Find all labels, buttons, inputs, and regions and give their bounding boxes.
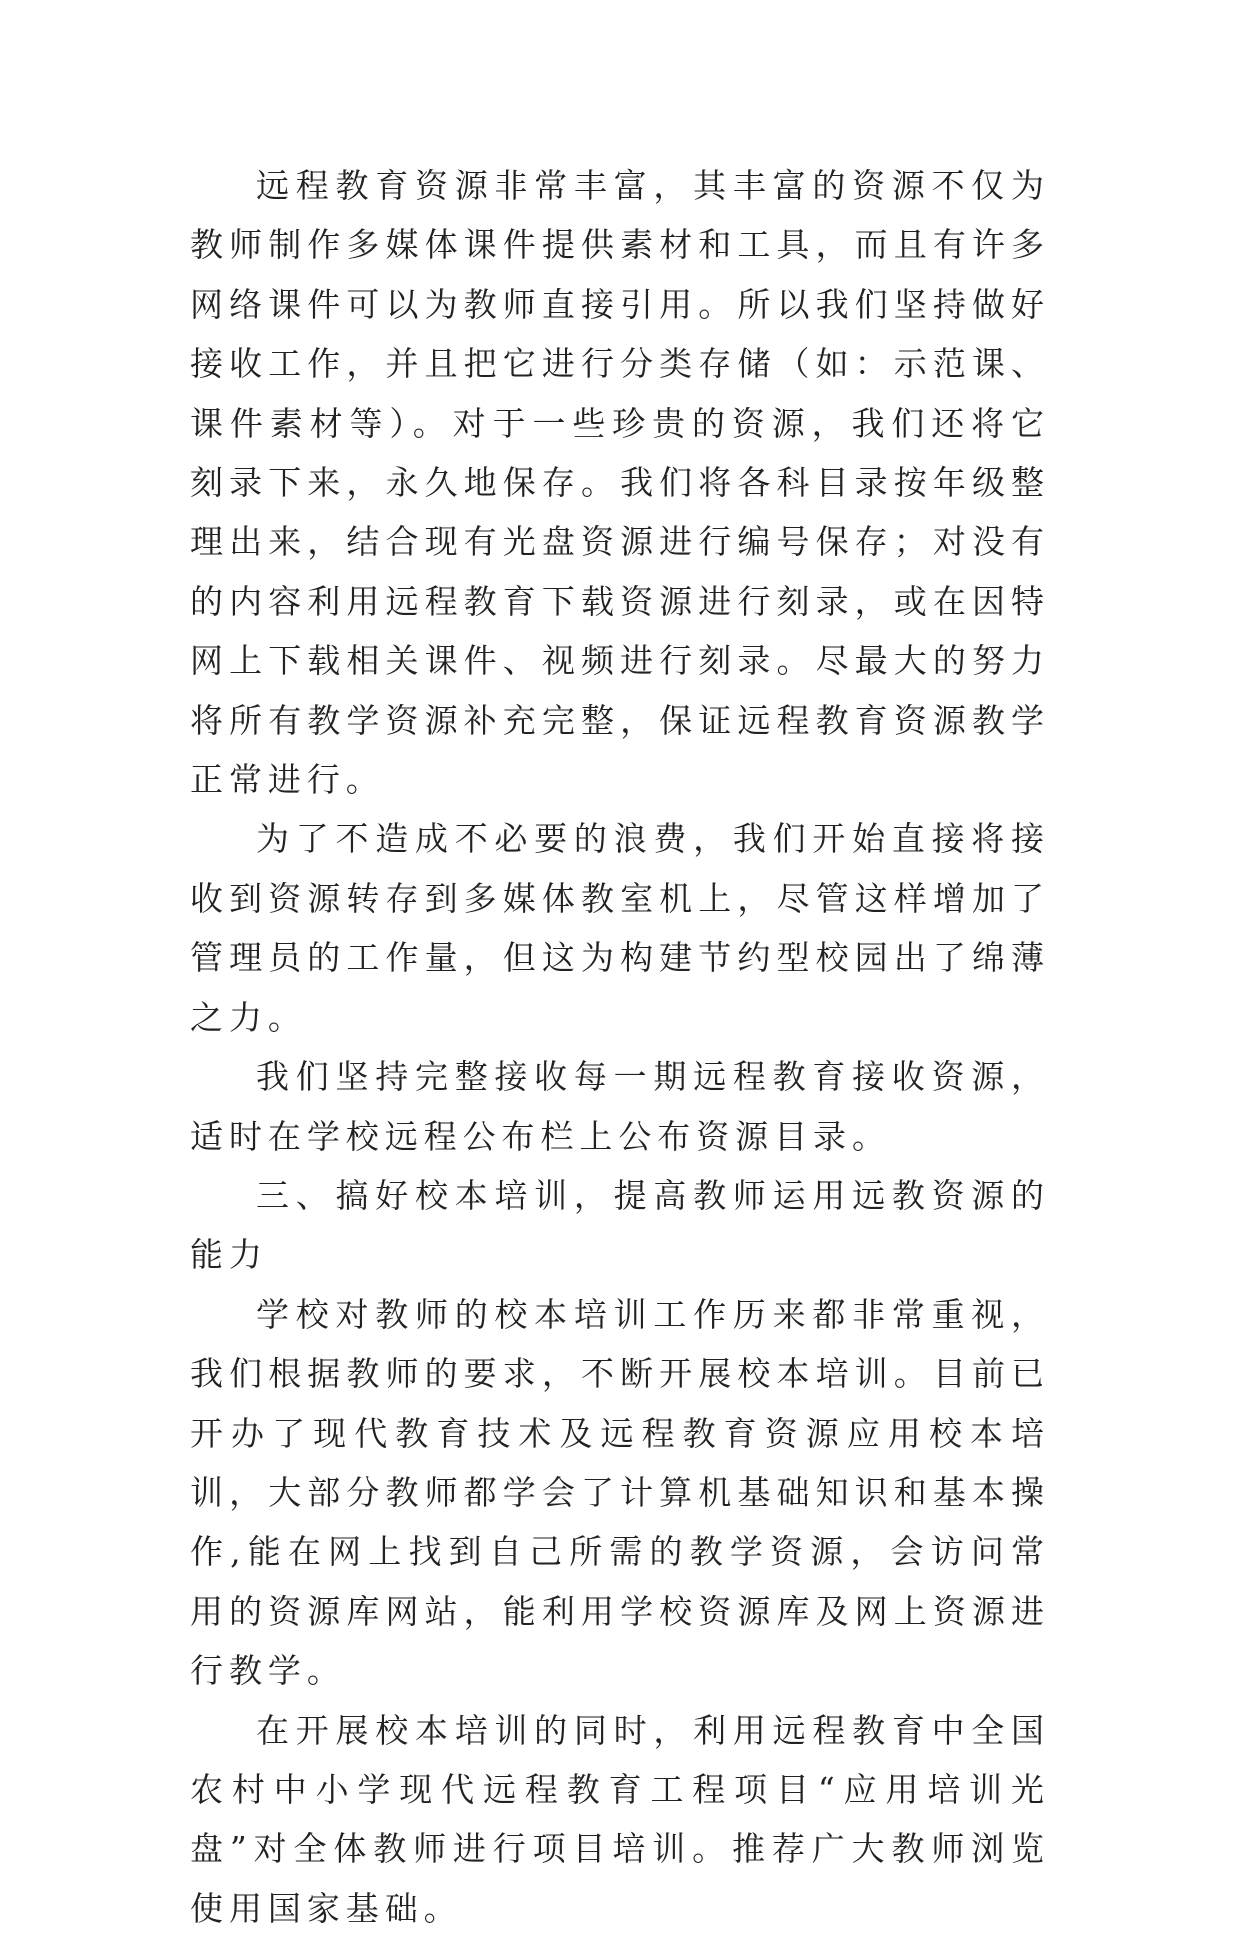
paragraph-avoid-waste: 为了不造成不必要的浪费，我们开始直接将接收到资源转存到多媒体教室机上，尽管这样增加了管理员的工作量，但这为构建节约型校园出了绵薄之力。 bbox=[190, 819, 1050, 1037]
paragraph-project-training: 在开展校本培训的同时，利用远程教育中全国农村中小学现代远程教育工程项目“应用培训光盘”对全体教师进行项目培训。推荐广大教师浏览使用国家基础。 bbox=[190, 1710, 1050, 1928]
section-heading-training: 三、搞好校本培训，提高教师运用远教资源的能力 bbox=[190, 1175, 1050, 1275]
body-text bbox=[190, 156, 1050, 1938]
paragraph-resource-storage: 远程教育资源非常丰富，其丰富的资源不仅为教师制作多媒体课件提供素材和工具，而且有许多网络课件可以为教师直接引用。所以我们坚持做好接收工作，并且把它进行分类存储（如：示范课、课件素材等）。对于一些珍贵的资源，我们还将它刻录下来，永久地保存。我们将各科目录按年级整理出来，结合现有光盘资源进行编号保存；对没有的内容利用远程教育下载资源进行刻录，或在因特网上下载相关课件、视频进行刻录。尽最大的努力将所有教学资源补充完整，保证远程教育资源教学正常进行。 bbox=[190, 166, 1050, 800]
paragraph-school-training: 学校对教师的校本培训工作历来都非常重视，我们根据教师的要求，不断开展校本培训。目前已开办了现代教育技术及远程教育资源应用校本培训，大部分教师都学会了计算机基础知识和基本操作,能在网上找到自己所需的教学资源，会访问常用的资源库网站，能利用学校资源库及网上资源进行教学。 bbox=[190, 1294, 1050, 1691]
paragraph-complete-reception: 我们坚持完整接收每一期远程教育接收资源，适时在学校远程公布栏上公布资源目录。 bbox=[190, 1057, 1050, 1156]
